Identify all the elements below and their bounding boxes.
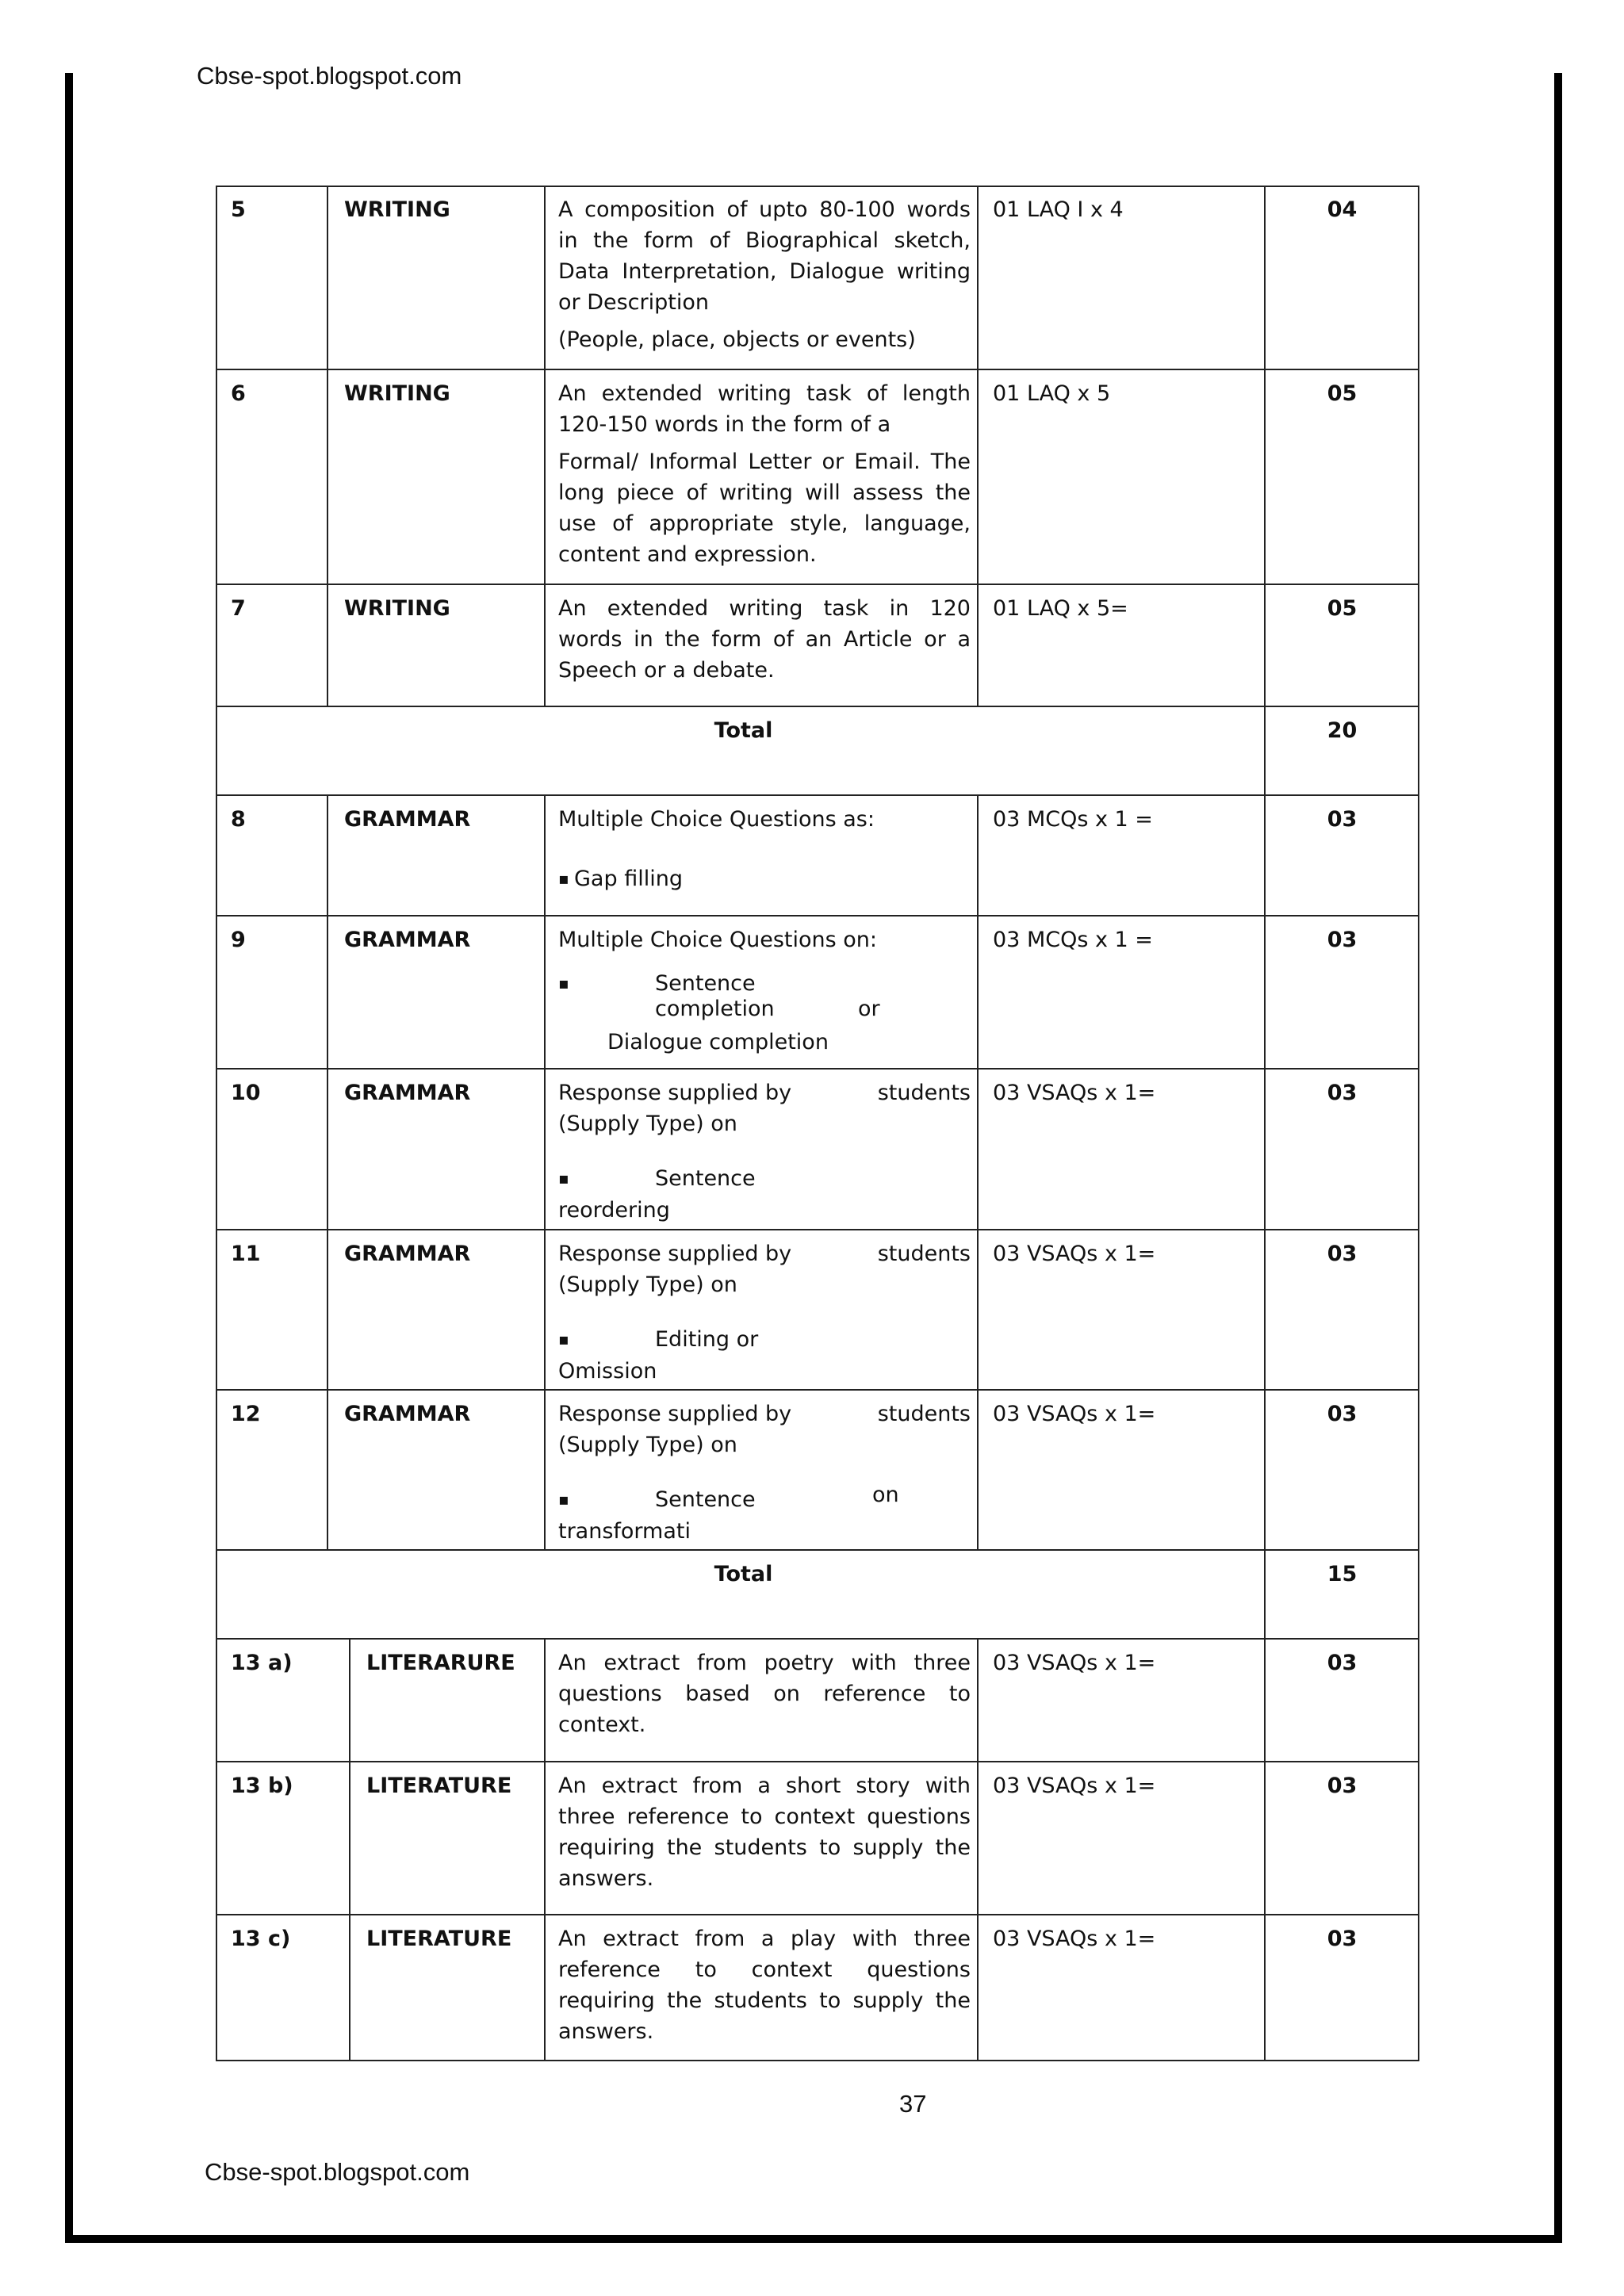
question-type: 03 VSAQs x 1=: [978, 1915, 1265, 2061]
section-name: GRAMMAR: [327, 1230, 545, 1390]
total-label: Total: [216, 1550, 1265, 1639]
bullet-item: ▪ Sentence reordering: [558, 1163, 971, 1226]
question-number: 5: [216, 186, 327, 369]
section-name: GRAMMAR: [327, 916, 545, 1069]
total-marks: 15: [1265, 1550, 1419, 1639]
section-name: LITERATURE: [350, 1762, 545, 1915]
section-name: GRAMMAR: [327, 795, 545, 916]
bullet-icon: ▪: [558, 869, 569, 888]
question-description: Response supplied by students (Supply Type) on ▪ Sentence on transformati: [545, 1390, 978, 1550]
marks: 05: [1265, 369, 1419, 584]
total-marks: 20: [1265, 706, 1419, 795]
question-number: 13 a): [216, 1639, 350, 1762]
footer-site-url: Cbse-spot.blogspot.com: [205, 2158, 470, 2186]
marks: 03: [1265, 1639, 1419, 1762]
section-name: GRAMMAR: [327, 1390, 545, 1550]
bullet-item: ▪ Gap filling: [558, 863, 971, 894]
question-number: 7: [216, 584, 327, 706]
bullet-icon: ▪: [558, 974, 569, 993]
question-description: Multiple Choice Questions on: ▪ Sentence completion or Dialogue completion: [545, 916, 978, 1069]
question-number: 12: [216, 1390, 327, 1550]
marks: 03: [1265, 1390, 1419, 1550]
section-name: WRITING: [327, 186, 545, 369]
question-type: 03 VSAQs x 1=: [978, 1762, 1265, 1915]
bullet-icon: ▪: [558, 1490, 569, 1509]
question-number: 9: [216, 916, 327, 1069]
bullet-icon: ▪: [558, 1169, 569, 1188]
question-description: A composition of upto 80-100 words in the form of Biographical sketch, Data Interpretation, Dialogue writing or Description (People, place, objects or events): [545, 186, 978, 369]
section-name: LITERATURE: [350, 1915, 545, 2061]
section-name: WRITING: [327, 584, 545, 706]
question-description: An extract from poetry with three questions based on reference to context.: [545, 1639, 978, 1762]
question-type: 03 VSAQs x 1=: [978, 1639, 1265, 1762]
question-number: 8: [216, 795, 327, 916]
marks: 03: [1265, 1762, 1419, 1915]
marks: 05: [1265, 584, 1419, 706]
marks: 03: [1265, 916, 1419, 1069]
bullet-icon: ▪: [558, 1330, 569, 1349]
question-description: An extract from a short story with three reference to context questions requiring the students to supply the answers.: [545, 1762, 978, 1915]
question-description: An extended writing task in 120 words in the form of an Article or a Speech or a debate.: [545, 584, 978, 706]
question-number: 10: [216, 1069, 327, 1230]
question-type: 01 LAQ x 5=: [978, 584, 1265, 706]
section-name: WRITING: [327, 369, 545, 584]
question-description: An extract from a play with three reference to context questions requiring the students to supply the answers.: [545, 1915, 978, 2061]
marks: 04: [1265, 186, 1419, 369]
question-description: Response supplied by students (Supply Type) on ▪ Sentence reordering: [545, 1069, 978, 1230]
question-type: 03 MCQs x 1 =: [978, 916, 1265, 1069]
page-border-bottom: [65, 2235, 1562, 2243]
section-name: GRAMMAR: [327, 1069, 545, 1230]
marks: 03: [1265, 1069, 1419, 1230]
question-description: Multiple Choice Questions as: ▪ Gap filling: [545, 795, 978, 916]
bullet-item: ▪ Sentence completion or Dialogue completion: [558, 968, 971, 1063]
page-border-left: [65, 73, 73, 2243]
section-name: LITERARURE: [350, 1639, 545, 1762]
question-type: 03 VSAQs x 1=: [978, 1230, 1265, 1390]
question-type: 01 LAQ x 5: [978, 369, 1265, 584]
bullet-item: ▪ Sentence on transformati: [558, 1483, 899, 1544]
question-type: 03 VSAQs x 1=: [978, 1069, 1265, 1230]
marks: 03: [1265, 1230, 1419, 1390]
question-description: Response supplied by students (Supply Type) on ▪ Editing or Omission: [545, 1230, 978, 1390]
question-number: 11: [216, 1230, 327, 1390]
question-number: 6: [216, 369, 327, 584]
question-description: An extended writing task of length 120-150 words in the form of a Formal/ Informal Letter or Email. The long piece of writing will assess the use of appropriate style, language, content and expression.: [545, 369, 978, 584]
question-number: 13 c): [216, 1915, 350, 2061]
bullet-item: ▪ Editing or Omission: [558, 1324, 971, 1387]
marks: 03: [1265, 1915, 1419, 2061]
page-border-right: [1554, 73, 1562, 2243]
question-type: 03 VSAQs x 1=: [978, 1390, 1265, 1550]
question-type: 03 MCQs x 1 =: [978, 795, 1265, 916]
question-number: 13 b): [216, 1762, 350, 1915]
question-type: 01 LAQ I x 4: [978, 186, 1265, 369]
marks: 03: [1265, 795, 1419, 916]
header-site-url: Cbse-spot.blogspot.com: [197, 62, 462, 90]
page-number: 37: [899, 2090, 927, 2118]
total-label: Total: [216, 706, 1265, 795]
